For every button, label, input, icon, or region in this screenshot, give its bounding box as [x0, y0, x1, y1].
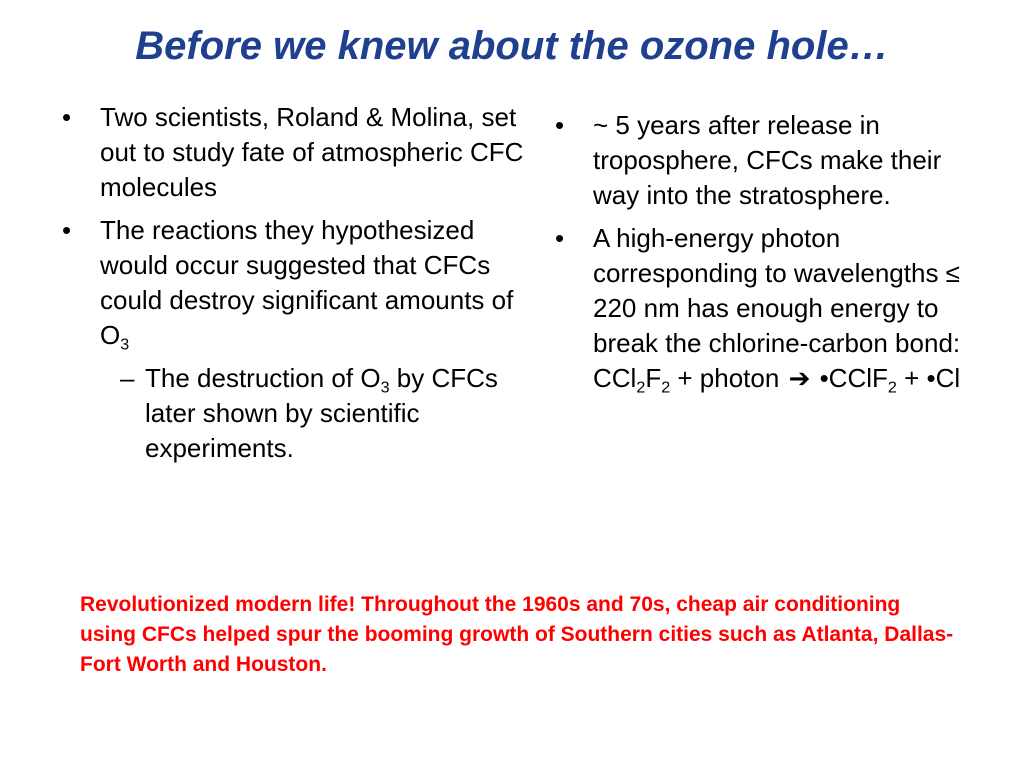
bullet-item — [553, 108, 993, 213]
subscript: 2 — [636, 378, 646, 397]
slide-title: Before we knew about the ozone hole… — [135, 24, 889, 68]
eq-photon: + photon — [670, 363, 787, 393]
bullet-mark: • — [555, 223, 565, 253]
bullet-item — [60, 213, 535, 353]
subscript: 3 — [380, 378, 390, 397]
sub-bullet-text-end: by CFCs later shown by scientific experiments. — [145, 363, 498, 463]
bullet-text: Two scientists, Roland & Molina, set out to study fate of atmospheric CFC molecules — [100, 102, 524, 202]
sub-bullet-item — [60, 361, 535, 466]
bullet-item — [553, 221, 993, 396]
bullet-item — [60, 100, 535, 205]
callout-note: Revolutionized modern life! Throughout the 1960s and 70s, cheap air conditioning using CFCs helped spur the booming growth of Southern cities such as Atlanta, Dallas-Fort Worth and Houston. — [80, 593, 954, 676]
bullet-text: The reactions they hypothesized would occur suggested that CFCs could destroy significant amounts of O — [100, 215, 514, 350]
subscript: 3 — [120, 335, 130, 354]
eq-ccl: CCl — [593, 363, 637, 393]
eq-cl: + •Cl — [896, 363, 961, 393]
right-column — [553, 108, 993, 404]
bullet-mark: • — [62, 102, 72, 132]
chemical-equation — [593, 363, 961, 397]
bullet-mark: • — [62, 215, 72, 245]
dash-mark: – — [120, 363, 135, 393]
eq-cclf: •CClF — [812, 363, 888, 393]
sub-bullet-text: The destruction of O — [145, 363, 381, 393]
bullet-text: ~ 5 years after release in troposphere, CFCs make their way into the stratosphere. — [593, 110, 942, 210]
subscript: 2 — [887, 378, 897, 397]
bullet-text: A high-energy photon corresponding to wavelengths ≤ 220 nm has enough energy to break the chlorine-carbon bond: — [593, 223, 961, 358]
bullet-mark: • — [555, 110, 565, 140]
eq-f: F — [645, 363, 662, 393]
subscript: 2 — [661, 378, 671, 397]
arrow-right-icon: ➔ — [788, 363, 811, 393]
left-column — [60, 100, 535, 466]
